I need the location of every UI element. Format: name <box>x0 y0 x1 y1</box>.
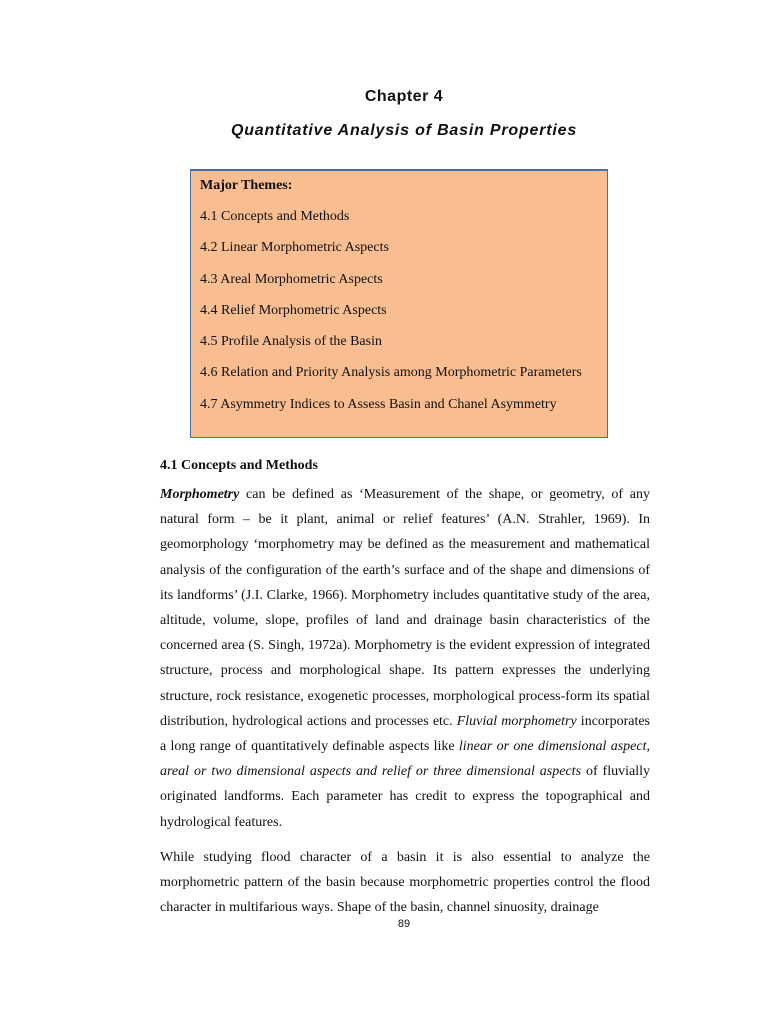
section-heading: 4.1 Concepts and Methods <box>160 458 318 473</box>
term-morphometry: Morphometry <box>160 487 240 502</box>
page-number: 89 <box>397 918 411 930</box>
theme-item: 4.1 Concepts and Methods <box>200 209 350 224</box>
major-themes-box <box>190 169 608 438</box>
theme-item: 4.6 Relation and Priority Analysis among Morphometric Parameters <box>200 365 582 381</box>
theme-item: 4.7 Asymmetry Indices to Assess Basin and Chanel Asymmetry <box>200 396 557 412</box>
term-fluvial-morphometry: Fluvial morphometry <box>456 713 577 729</box>
major-themes-heading: Major Themes: <box>200 178 293 193</box>
paragraph-text: of fluvially originated landforms. Each parameter has credit to express the topographical and hydrological features. <box>160 764 650 830</box>
body-paragraph: While studying flood character of a basin it is also essential to analyze the morphometric pattern of the basin because morphometric properties control the flood character in multifarious ways. Shape of the basin, channel sinuosity, drainage <box>160 850 650 916</box>
paragraph-text: can be defined as ‘Measurement of the shape, or geometry, of any natural form – be it plant, animal or relief features’ (A.N. Strahler, 1969). In geomorphology ‘morphometry may be defined as the measurement and mathematical analysis of the configuration of the earth’s surface and of the shape and dimensions of its landforms’ (J.I. Clarke, 1966). Morphometry includes quantitative study of the area, altitude, volume, slope, profiles of land and drainage basin characteristics of the concerned area (S. Singh, 1972a). Morphometry is the evident expression of integrated structure, process and morphological shape. Its pattern expresses the underlying structure, rock resistance, exogenetic processes, morphological process-form its spatial distribution, hydrological actions and processes etc. <box>160 487 650 729</box>
theme-item: 4.4 Relief Morphometric Aspects <box>200 302 387 318</box>
paragraph-text: incorporates a long range of quantitatively definable aspects like <box>160 713 650 755</box>
theme-item: 4.2 Linear Morphometric Aspects <box>200 240 389 256</box>
theme-item: 4.5 Profile Analysis of the Basin <box>200 334 382 350</box>
chapter-title: Chapter 4 <box>364 88 444 105</box>
term-dimensional-aspects: linear or one dimensional aspect, areal or two dimensional aspects and relief or three dimensional aspects <box>160 739 650 780</box>
chapter-subtitle: Quantitative Analysis of Basin Properties <box>230 122 578 139</box>
theme-item: 4.3 Areal Morphometric Aspects <box>200 271 383 287</box>
major-themes-list <box>200 208 607 427</box>
body-paragraph <box>160 482 650 835</box>
